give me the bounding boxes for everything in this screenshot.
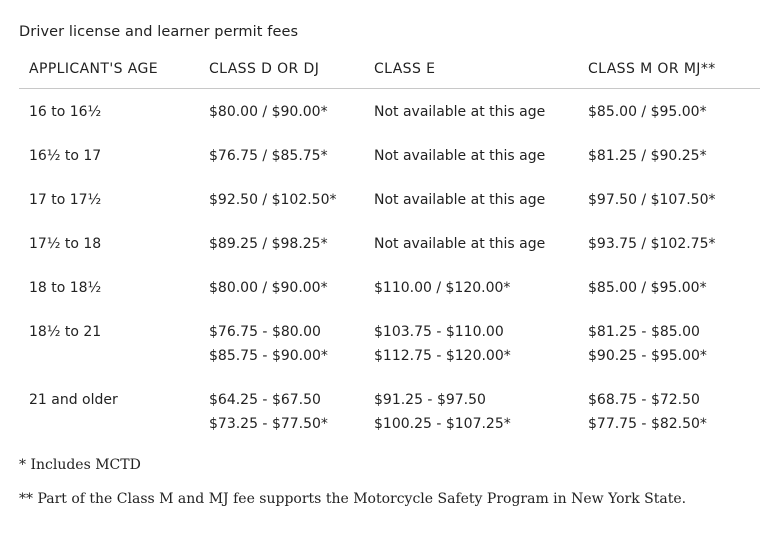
table-row <box>19 232 760 276</box>
table-row <box>19 276 760 320</box>
fee-value: $76.75 / $85.75* <box>209 148 328 164</box>
fee-value: $89.25 / $98.25* <box>209 236 328 252</box>
fee-value: $103.75 - $110.00 <box>374 324 504 340</box>
cell-age: 17 to 17½ <box>29 192 102 208</box>
fee-value: Not available at this age <box>374 192 546 208</box>
cell-age: 16½ to 17 <box>29 148 102 164</box>
fee-value: $85.00 / $95.00* <box>588 280 707 296</box>
cell-class-e <box>374 276 588 320</box>
table-header-row <box>19 50 760 89</box>
cell-class-d <box>209 276 374 320</box>
fee-value: $97.50 / $107.50* <box>588 192 716 208</box>
cell-age: 16 to 16½ <box>29 104 102 120</box>
footnote-motorcycle: ** Part of the Class M and MJ fee supports the Motorcycle Safety Program in New York State. <box>19 491 687 507</box>
table-body <box>19 89 760 437</box>
fee-value: $77.75 - $82.50* <box>588 416 707 432</box>
fee-value: Not available at this age <box>374 148 546 164</box>
header-class-d: CLASS D OR DJ <box>209 50 374 89</box>
fee-value: $80.00 / $90.00* <box>209 280 328 296</box>
footnote-mctd: * Includes MCTD <box>19 457 141 473</box>
table-row <box>19 89 760 145</box>
fee-value: $112.75 - $120.00* <box>374 348 511 364</box>
fee-value: $68.75 - $72.50 <box>588 392 700 408</box>
fee-value: $90.25 - $95.00* <box>588 348 707 364</box>
header-class-e: CLASS E <box>374 50 588 89</box>
header-class-m: CLASS M OR MJ** <box>588 50 760 89</box>
cell-class-m <box>588 232 760 276</box>
cell-age: 21 and older <box>29 392 118 408</box>
cell-class-e <box>374 320 588 388</box>
cell-age: 17½ to 18 <box>29 236 102 252</box>
cell-class-e <box>374 232 588 276</box>
cell-class-m <box>588 188 760 232</box>
table-row <box>19 144 760 188</box>
cell-class-d <box>209 89 374 145</box>
fee-value: Not available at this age <box>374 104 546 120</box>
cell-class-m <box>588 388 760 436</box>
cell-class-e <box>374 188 588 232</box>
cell-class-d <box>209 388 374 436</box>
fee-value: $100.25 - $107.25* <box>374 416 511 432</box>
fee-value: $91.25 - $97.50 <box>374 392 486 408</box>
table-caption: Driver license and learner permit fees <box>19 24 299 40</box>
fee-value: $81.25 - $85.00 <box>588 324 700 340</box>
cell-class-m <box>588 89 760 145</box>
table-row <box>19 320 760 388</box>
fee-value: $64.25 - $67.50 <box>209 392 321 408</box>
cell-class-e <box>374 388 588 436</box>
fee-value: $76.75 - $80.00 <box>209 324 321 340</box>
fee-value: $85.75 - $90.00* <box>209 348 328 364</box>
fees-table <box>19 50 760 436</box>
cell-class-m <box>588 144 760 188</box>
cell-class-e <box>374 144 588 188</box>
fee-value: Not available at this age <box>374 236 546 252</box>
cell-age: 18½ to 21 <box>29 324 102 340</box>
fee-value: $85.00 / $95.00* <box>588 104 707 120</box>
fee-value: $93.75 / $102.75* <box>588 236 716 252</box>
cell-class-d <box>209 320 374 388</box>
fee-value: $80.00 / $90.00* <box>209 104 328 120</box>
fee-value: $110.00 / $120.00* <box>374 280 511 296</box>
fee-value: $73.25 - $77.50* <box>209 416 328 432</box>
table-row <box>19 388 760 436</box>
cell-class-m <box>588 320 760 388</box>
cell-age: 18 to 18½ <box>29 280 102 296</box>
header-applicant-age: APPLICANT'S AGE <box>19 50 209 89</box>
fee-value: $92.50 / $102.50* <box>209 192 337 208</box>
cell-class-e <box>374 89 588 145</box>
cell-class-d <box>209 232 374 276</box>
cell-class-m <box>588 276 760 320</box>
cell-class-d <box>209 144 374 188</box>
table-row <box>19 188 760 232</box>
cell-class-d <box>209 188 374 232</box>
fee-value: $81.25 / $90.25* <box>588 148 707 164</box>
